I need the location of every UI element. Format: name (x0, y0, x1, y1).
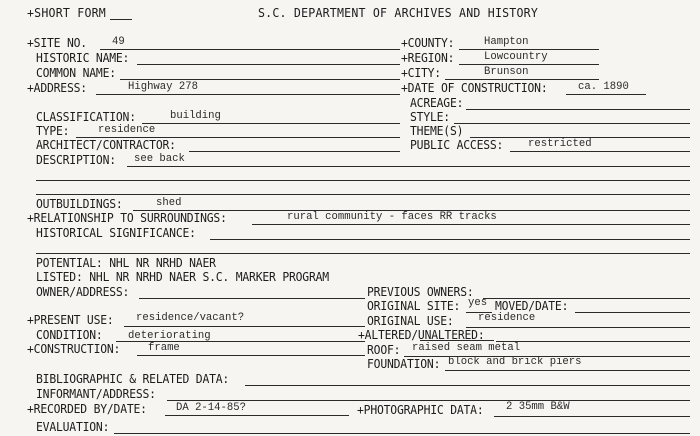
informant-label: INFORMANT/ADDRESS: (36, 385, 156, 402)
outbuildings-value: shed (156, 197, 182, 209)
short-form-line (110, 19, 132, 20)
site-no-value: 49 (112, 36, 125, 48)
classification-label: CLASSIFICATION: (36, 108, 136, 125)
common-name-line (120, 79, 400, 80)
classification-line (142, 123, 400, 124)
present-use-label: +PRESENT USE: (27, 311, 114, 328)
description-line-2 (36, 180, 690, 181)
informant-line (167, 400, 690, 401)
historical-significance-label: HISTORICAL SIGNIFICANCE: (36, 224, 196, 241)
county-value: Hampton (484, 36, 529, 48)
city-value: Brunson (484, 66, 529, 78)
owner-address-line (139, 298, 365, 299)
date-of-construction-line (566, 94, 646, 95)
listed-label: LISTED: NHL NR NRHD NAER S.C. MARKER PROGRAM (36, 268, 329, 285)
relationship-line (252, 224, 690, 225)
original-site-value: yes (468, 297, 488, 309)
public-access-line (510, 151, 690, 152)
roof-label: ROOF: (367, 341, 401, 358)
construction-value: frame (148, 342, 180, 354)
architect-label: ARCHITECT/CONTRACTOR: (36, 136, 176, 153)
bibliographic-label: BIBLIOGRAPHIC & RELATED DATA: (36, 370, 230, 387)
bibliographic-line (245, 385, 690, 386)
photographic-data-label: +PHOTOGRAPHIC DATA: (357, 401, 484, 418)
themes-label: THEME(S) (410, 122, 464, 139)
region-label: +REGION: (401, 49, 455, 66)
classification-value: building (170, 110, 221, 122)
style-line (454, 123, 690, 124)
construction-line (137, 355, 365, 356)
historical-significance-line-2 (36, 253, 690, 254)
evaluation-label: EVALUATION: (36, 418, 110, 435)
photographic-data-value: 2 35mm B&W (506, 401, 570, 413)
relationship-value: rural community - faces RR tracks (287, 211, 497, 223)
moved-date-label: MOVED/DATE: (495, 297, 569, 314)
altered-label: +ALTERED/UNALTERED: (358, 326, 485, 343)
construction-label: +CONSTRUCTION: (27, 340, 121, 357)
foundation-line (445, 370, 690, 371)
date-of-construction-label: +DATE OF CONSTRUCTION: (401, 79, 548, 96)
date-of-construction-value: ca. 1890 (578, 81, 629, 93)
original-use-value: residence (478, 312, 536, 324)
description-value: see back (134, 153, 185, 165)
present-use-value: residence/vacant? (136, 312, 245, 324)
site-no-label: +SITE NO. (27, 34, 87, 51)
architect-line (189, 151, 400, 152)
roof-value: raised seam metal (412, 342, 521, 354)
evaluation-line (114, 433, 690, 434)
region-value: Lowcountry (484, 51, 548, 63)
address-line (96, 94, 400, 95)
common-name-label: COMMON NAME: (36, 64, 116, 81)
recorded-by-line (165, 415, 349, 416)
city-label: +CITY: (401, 64, 441, 81)
outbuildings-label: OUTBUILDINGS: (36, 195, 123, 212)
foundation-label: FOUNDATION: (367, 355, 441, 372)
historical-significance-line (210, 239, 690, 240)
present-use-line (124, 326, 365, 327)
recorded-by-label: +RECORDED BY/DATE: (27, 400, 147, 417)
department-title: S.C. DEPARTMENT OF ARCHIVES AND HISTORY (258, 4, 539, 21)
acreage-label: ACREAGE: (410, 94, 464, 111)
acreage-line (466, 109, 690, 110)
address-label: +ADDRESS: (27, 79, 87, 96)
type-value: residence (98, 124, 156, 136)
county-label: +COUNTY: (401, 34, 455, 51)
relationship-label: +RELATIONSHIP TO SURROUNDINGS: (27, 209, 227, 226)
moved-date-line (575, 312, 690, 313)
address-value: Highway 278 (128, 81, 198, 93)
description-line-3 (36, 194, 690, 195)
unaltered-underline (420, 340, 494, 341)
short-form-label: +SHORT FORM (27, 4, 106, 21)
style-label: STYLE: (410, 108, 450, 125)
type-label: TYPE: (36, 122, 70, 139)
owner-address-label: OWNER/ADDRESS: (36, 283, 130, 300)
description-line (127, 166, 690, 167)
altered-line (496, 341, 690, 342)
county-line (459, 49, 599, 50)
site-no-line (100, 49, 400, 50)
public-access-label: PUBLIC ACCESS: (410, 136, 504, 153)
condition-value: deteriorating (128, 330, 211, 342)
foundation-value: block and brick piers (448, 356, 582, 368)
public-access-value: restricted (528, 138, 592, 150)
original-site-label: ORIGINAL SITE: (367, 297, 461, 314)
description-label: DESCRIPTION: (36, 151, 116, 168)
historic-name-line (137, 64, 400, 65)
photographic-data-line (494, 416, 690, 417)
original-use-label: ORIGINAL USE: (367, 312, 454, 329)
recorded-by-value: DA 2-14-85? (176, 402, 246, 414)
potential-label: POTENTIAL: NHL NR NRHD NAER (36, 254, 216, 271)
historic-name-label: HISTORIC NAME: (36, 49, 130, 66)
condition-label: CONDITION: (36, 326, 103, 343)
original-use-line (466, 327, 690, 328)
previous-owners-label: PREVIOUS OWNERS: (367, 283, 474, 300)
region-line (459, 64, 599, 65)
